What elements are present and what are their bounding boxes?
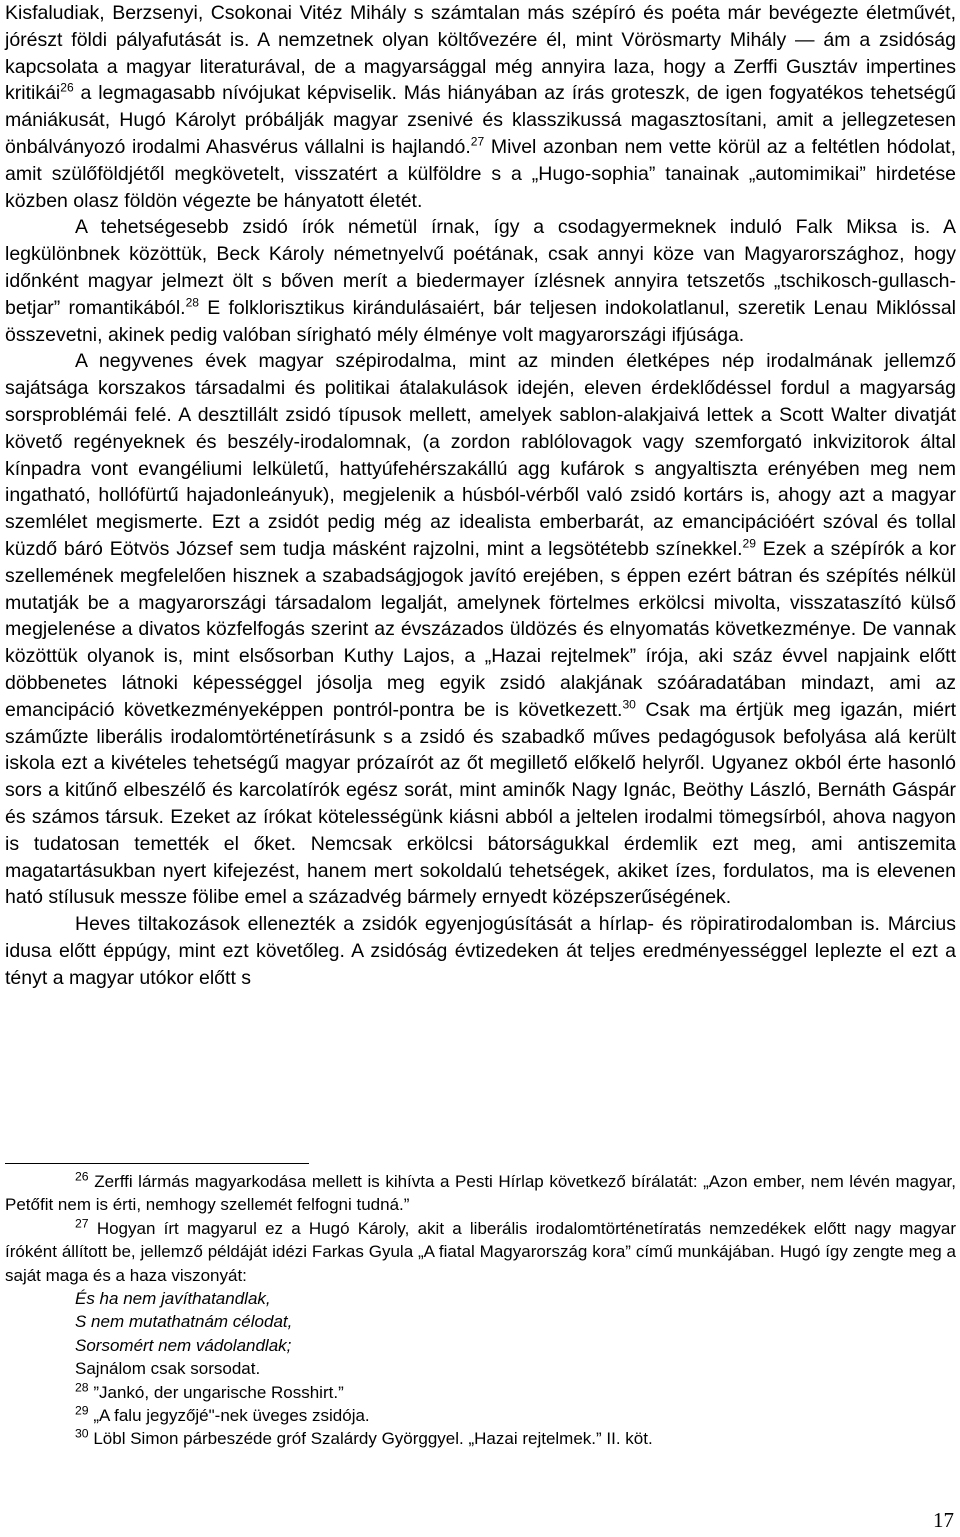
footnote	[5, 1217, 956, 1287]
paragraph-text: A tehetségesebb zsidó írók németül írnak, így a csodagyermeknek induló Falk Miksa is. A legkülönbnek közöttük, Beck Károly németnyelvű poétának, csak annyi köze van Magyarországhoz, hogy időnként magyar jelmezt ölt s bőven merít a biedermayer ízlésnek annyira tetszetős „tschikosch-gullasch-betjar” romantikából.	[5, 216, 956, 319]
footnote	[5, 1381, 956, 1404]
paragraph-text: E folklorisztikus kirándulásaiért, bár teljesen indokolatlanul, szeretik Lenau Miklóssal összevetni, akinek pedig valóban sírigható mély élménye volt magyarországi ifjúsága.	[5, 296, 957, 346]
paragraph-text: Ezek a szépírók a kor szellemének megfelelően hisznek a szabadságjogok javító erejében, s éppen ezért bátran és szépítés nélkül mutatják be a magyarországi társadalom legalját, amelynek förtelmes erkölcsi mivolta, visszataszító külső megjelenése a divatos közfelfogás szerint az évszázados üldözés és elnyomatás következménye. De vannak közöttük olyanok is, mint elsősorban Kuthy Lajos, a „Hazai rejtelmek” írója, aki száz évvel napjaink előtt döbbenetes látnoki képességgel jósolja meg egyik zsidó alakjának szóáradatában mindazt, ami az emancipáció következményeképpen pontról-pontra be is következett.	[5, 537, 956, 721]
footnote-reference[interactable]: 27	[470, 134, 485, 149]
page-number: 17	[933, 1508, 954, 1532]
poem-line: Sorsomért nem vádolandlak;	[75, 1335, 292, 1355]
paragraph-text: Heves tiltakozások ellenezték a zsidók egyenjogúsítását a hírlap- és röpiratirodalomban is. Március idusa előtt éppúgy, mint ezt követőleg. A zsidóság évtizedeken át teljes eredményességgel leplezte el ezt a tényt a magyar utókor előtt s	[5, 913, 956, 989]
paragraph	[5, 348, 956, 911]
footnote-number: 26	[75, 1169, 89, 1184]
footnote-text: Löbl Simon párbeszéde gróf Szalárdy Györggyel. „Hazai rejtelmek.” II. köt.	[93, 1429, 653, 1449]
paragraph	[5, 214, 956, 348]
paragraph-text: Mivel azonban nem vette körül az a feltétlen hódolat, amit szülőföldjétől megkövetelt, visszatért a külföldre s a „Hugo-sophia” tanainak „automimikai” hirdetése közben olasz földön végezte be hányatott életét.	[5, 135, 957, 212]
footnote-separator	[5, 1163, 309, 1164]
footnote-reference[interactable]: 26	[60, 80, 74, 95]
footnote-number: 30	[75, 1426, 89, 1441]
footnote-text: ”Jankó, der ungarische Rosshirt.”	[93, 1382, 344, 1402]
footnote-number: 28	[75, 1380, 89, 1394]
poem-line: S nem mutathatnám célodat,	[75, 1312, 293, 1332]
paragraph-text: Kisfaludiak, Berzsenyi, Csokonai Vitéz Mihály s számtalan más szépíró és poéta már bevégezte életművét, jórészt földi pályafutását is. A nemzetnek olyan költővezére él, mint Vörösmarty Mihály — ám a zsidóság kapcsolata a magyar literaturával, de a magyarsággal még annyira laza, hogy a Zerffi Gusztáv impertines kritikái	[5, 2, 956, 105]
paragraph-text: a legmagasabb nívójukat képviselik. Más hiányában az írás groteszk, de igen fogyatékos tehetségű mániákusát, Hugó Károlyt próbálják magyar zsenivé és klasszikussá magasztosítani, amit a jellegzetesen önbálványozó irodalmi Ahasvérus vállalni is hajlandó.	[5, 82, 956, 158]
footnote-reference[interactable]: 28	[185, 295, 200, 310]
page-body	[5, 0, 956, 991]
footnote-number: 29	[75, 1403, 89, 1418]
footnote-text: „A falu jegyzőjé"-nek üveges zsidója.	[93, 1406, 370, 1426]
footnote-text: Zerffi lármás magyarkodása mellett is kihívta a Pesti Hírlap következő bírálatát: „Azon ember, nem lévén magyar, Petőfit nem is érti, nemhogy szellemét felfogni tudná.”	[5, 1172, 956, 1215]
poem-line: Sajnálom csak sorsodat.	[75, 1359, 261, 1379]
poem-line: És ha nem javíthatandlak,	[75, 1289, 271, 1309]
footnote-text: Hogyan írt magyarul ez a Hugó Károly, akit a liberális irodalomtörténetíratás nemzedékek előtt nagy magyar íróként állított be, jellemző példáját idézi Farkas Gyula „A fiatal Magyarország kora” című munkájában. Hugó így zengte meg a saját maga és a haza viszonyát:	[5, 1218, 956, 1285]
footnote	[5, 1170, 956, 1217]
footnote	[5, 1404, 956, 1427]
paragraph-text: A negyvenes évek magyar szépirodalma, mint az minden életképes nép irodalmának jellemző sajátsága korszakos társadalmi és politikai átalakulások idején, eleven érdeklődéssel fordul a magyarság sorsproblémái felé. A desztillált zsidó típusok mellett, amelyek sablon-alakjaivá lettek a Scott Walter divatját követő regényeknek és beszély-irodalomnak, (a zordon rablólovagok vagy szemforgató inkvizitorok által kínpadra vont evangéliumi lelkületű, hattyúfehérszakállú agg kufárok s angyaltiszta erényében meg nem ingatható, hollófürtű hajadonleányuk), megjelenik a húsból-vérből való zsidó kortárs is, ahogy azt a magyar szemlélet megismerte. Ezt a zsidót pedig még az idealista emberbarát, az emancipációért szóval és tollal küzdő báró Eötvös József sem tudja másként rajzolni, mint a legsötétebb színekkel.	[5, 350, 956, 560]
footnote-reference[interactable]: 30	[622, 697, 636, 712]
body-text	[5, 0, 956, 991]
paragraph-text: Csak ma értjük meg igazán, miért száműzte liberális irodalomtörténetírásunk s a zsidó és szabadkő műves pedagógusok befolyása alá került iskola ezt a kivételes tehetségű magyar prózaírót az őt megillető előkelő helyről. Ugyanez okból érte hasonló sors a kitűnő elbeszélő és karcolatírók egész sorát, mint aminők Nagy Ignác, Beöthy László, Bernáth Gáspár és számos társuk. Ezeket az írókat kötelességünk kiásni abból a jeltelen irodalmi tömegsírból, ahova nagyon is tudatosan temették el őket. Nemcsak erkölcsi bátorságukkal érdemlik ezt meg, ami antiszemita magatartásukban nyert kifejezést, hanem mert sokoldalú tehetségek, akiket ízes, fordulatos, ma is elevenen ható stílusuk messze fölibe emel a századvég bármely ernyedt középszerűségének.	[5, 698, 956, 909]
footnote	[5, 1427, 956, 1450]
paragraph	[5, 0, 956, 214]
footnote-reference[interactable]: 29	[742, 536, 756, 551]
paragraph	[5, 911, 956, 991]
footnotes	[5, 1170, 956, 1451]
footnote-number: 27	[75, 1216, 89, 1231]
